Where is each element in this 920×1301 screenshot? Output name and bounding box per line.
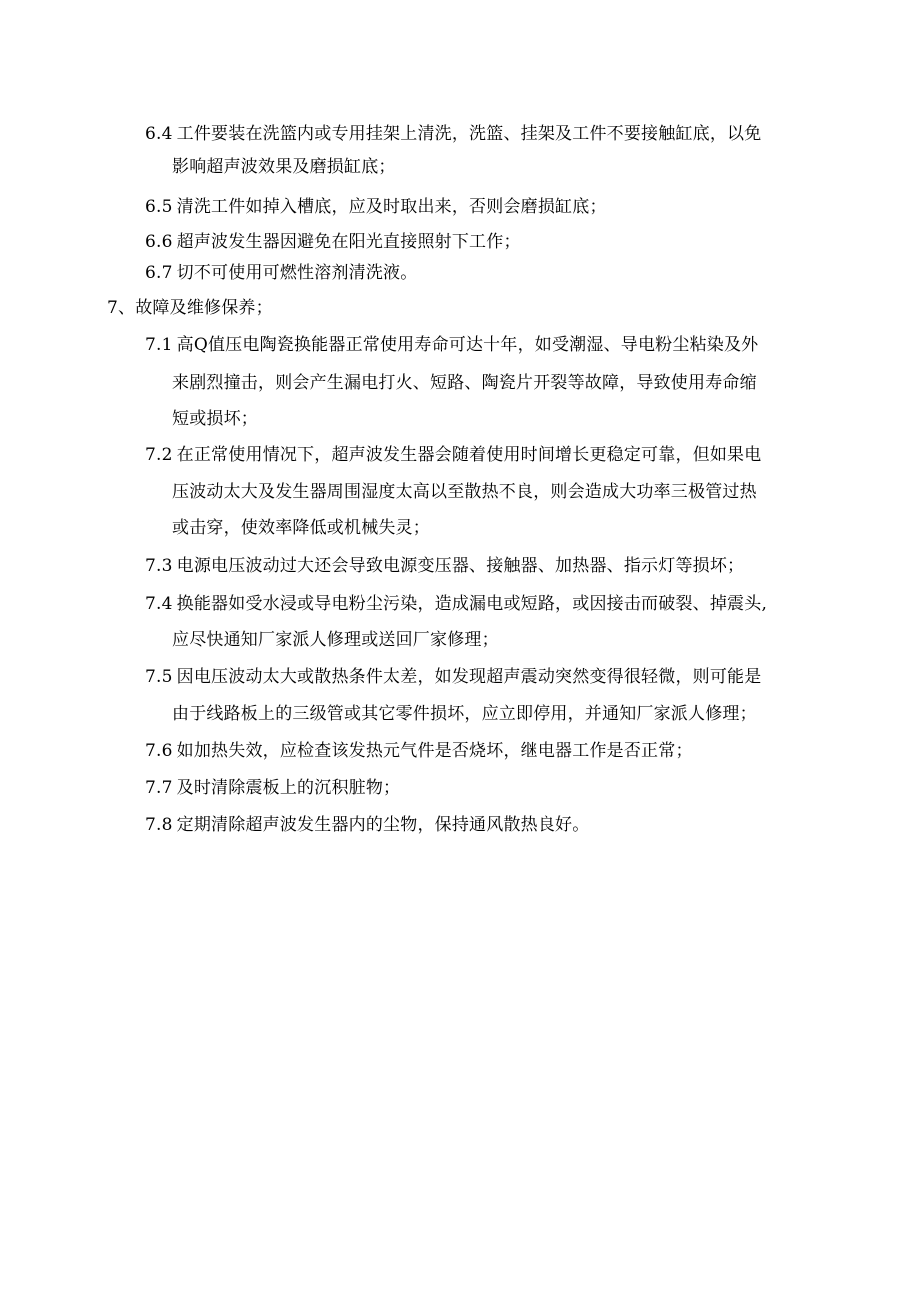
item-number: 6.7: [145, 263, 173, 283]
list-item-7-6: [145, 741, 693, 761]
item-text: 压波动太大及发生器周围湿度太高以至散热不良，则会造成大功率三极管过热: [172, 482, 757, 502]
list-item-6-4-cont: [172, 157, 396, 177]
item-text: 切不可使用可燃性溶剂清洗液。: [176, 263, 418, 283]
item-text: 在正常使用情况下，超声波发生器会随着使用时间增长更稳定可靠，但如果电: [176, 445, 762, 465]
list-item-6-6: [145, 232, 521, 252]
list-item-7-8: [145, 815, 589, 835]
item-text: 定期清除超声波发生器内的尘物，保持通风散热良好。: [176, 815, 590, 835]
item-text: 或击穿，使效率降低或机械失灵；: [172, 518, 430, 538]
list-item-7-1: [145, 335, 758, 355]
list-item-7-1-cont: [172, 373, 757, 393]
list-item-7-3: [145, 556, 744, 576]
item-text: 换能器如受水浸或导电粉尘污染，造成漏电或短路，或因接击而破裂、掉震头,: [176, 594, 768, 614]
item-number: 7.7: [145, 778, 173, 798]
list-item-7-2-cont: [172, 482, 757, 502]
list-item-6-4: [145, 124, 761, 144]
list-item-7-2-cont: [172, 518, 430, 538]
item-text: 超声波发生器因避免在阳光直接照射下工作；: [176, 232, 521, 252]
list-item-7-1-cont: [172, 409, 258, 429]
item-number: 7.5: [145, 667, 173, 687]
section-heading: 7、故障及维修保养；: [107, 298, 273, 318]
item-number: 7.2: [145, 445, 173, 465]
item-text: 短或损坏；: [172, 409, 258, 429]
list-item-7-2: [145, 445, 761, 465]
item-number: 7.1: [145, 335, 173, 355]
item-number: 6.4: [145, 124, 173, 144]
item-number: 7.4: [145, 594, 173, 614]
list-item-7-4: [145, 594, 767, 614]
item-text: 因电压波动太大或散热条件太差，如发现超声震动突然变得很轻微，则可能是: [176, 667, 762, 687]
item-text: 清洗工件如掉入槽底，应及时取出来，否则会磨损缸底；: [176, 197, 607, 217]
list-item-7-4-cont: [172, 630, 499, 650]
item-number: 6.6: [145, 232, 173, 252]
item-number: 7.3: [145, 556, 173, 576]
item-text: 工件要装在洗篮内或专用挂架上清洗，洗篮、挂架及工件不要接触缸底，以免: [176, 124, 762, 144]
item-text: 高Q值压电陶瓷换能器正常使用寿命可达十年，如受潮湿、导电粉尘粘染及外: [176, 335, 759, 355]
item-text: 电源电压波动过大还会导致电源变压器、接触器、加热器、指示灯等损坏；: [176, 556, 745, 576]
list-item-6-7: [145, 263, 417, 283]
list-item-7-5: [145, 667, 761, 687]
list-item-6-5: [145, 197, 607, 217]
item-text: 来剧烈撞击，则会产生漏电打火、短路、陶瓷片开裂等故障，导致使用寿命缩: [172, 373, 757, 393]
list-item-7-5-cont: [172, 704, 757, 724]
item-text: 由于线路板上的三级管或其它零件损坏，应立即停用，并通知厂家派人修理；: [172, 704, 757, 724]
item-number: 7.6: [145, 741, 173, 761]
item-text: 影响超声波效果及磨损缸底；: [172, 157, 396, 177]
item-number: 6.5: [145, 197, 173, 217]
item-text: 及时清除震板上的沉积脏物；: [176, 778, 401, 798]
list-item-7-7: [145, 778, 400, 798]
item-number: 7.8: [145, 815, 173, 835]
item-text: 应尽快通知厂家派人修理或送回厂家修理；: [172, 630, 499, 650]
item-text: 如加热失效，应检查该发热元气件是否烧坏，继电器工作是否正常；: [176, 741, 693, 761]
